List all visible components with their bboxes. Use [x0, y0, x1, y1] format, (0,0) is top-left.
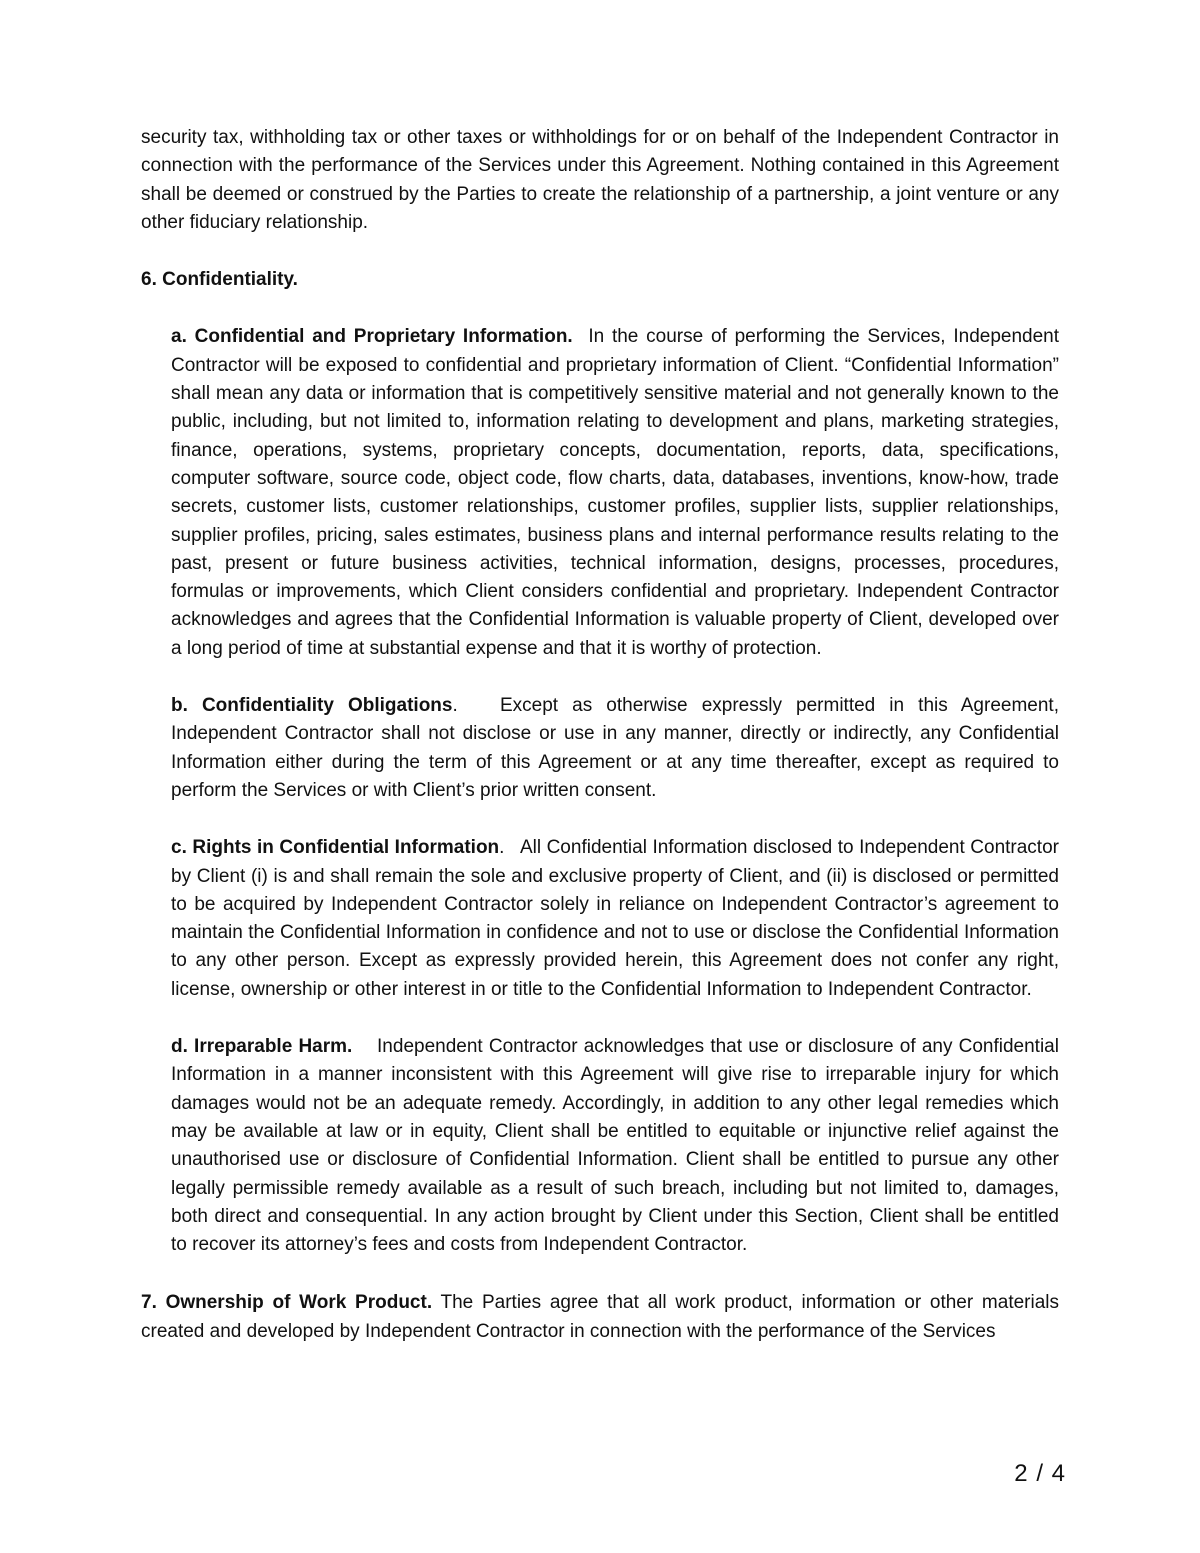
continuation-paragraph: security tax, withholding tax or other taxes or withholdings for or on behalf of the Independent Contractor in connection with the performance of the Services under this Agreement. Nothing contained in this Agreement shall be deemed or construed by the Parties to create the relationship of a partnership, a joint venture or any other fiduciary relationship. — [141, 127, 1059, 233]
page-number: 2 / 4 — [1014, 1460, 1066, 1487]
section-7-paragraph — [141, 1289, 1059, 1346]
clause-6d-title: d. Irreparable Harm. — [171, 1036, 353, 1058]
document-body — [141, 124, 1059, 1346]
section-7-title: 7. Ownership of Work Product. — [141, 1292, 433, 1314]
clause-6b-text: Except as otherwise expressly permitted in this Agreement, Independent Contractor shall not disclose or use in any manner, directly or indirectly, any Confidential Information either during the term of this Agreement or at any time thereafter, except as required to perform the Services or with Client’s prior written consent. — [171, 695, 1059, 801]
clause-6a-text: In the course of performing the Services, Independent Contractor will be exposed to confidential and proprietary information of Client. “Confidential Information” shall mean any data or information that is competitively sensitive material and not generally known to the public, including, but not limited to, information relating to development and plans, marketing strategies, finance, operations, systems, proprietary concepts, documentation, reports, data, specifications, computer software, source code, object code, flow charts, data, databases, inventions, know-how, trade secrets, customer lists, customer relationships, customer profiles, supplier lists, supplier relationships, supplier profiles, pricing, sales estimates, business plans and internal performance results relating to the past, present or future business activities, technical information, designs, processes, procedures, formulas or improvements, which Client considers confidential and proprietary. Independent Contractor acknowledges and agrees that the Confidential Information is valuable property of Client, developed over a long period of time at substantial expense and that it is worthy of protection. — [171, 326, 1060, 659]
section-6-heading-text: 6. Confidentiality. — [141, 269, 298, 291]
clause-6c-title: c. Rights in Confidential Information — [171, 837, 500, 859]
clause-6c-text: All Confidential Information disclosed to Independent Contractor by Client (i) is and shall remain the sole and exclusive property of Client, and (ii) is disclosed or permitted to be acquired by Independent Contractor solely in reliance on Independent Contractor’s agreement to maintain the Confidential Information in confidence and not to use or disclose the Confidential Information to any other person. Except as expressly provided herein, this Agreement does not confer any right, license, ownership or other interest in or title to the Confidential Information to Independent Contractor. — [171, 837, 1059, 1000]
clause-6a — [141, 323, 1059, 663]
section-7-text: The Parties agree that all work product, information or other materials created and developed by Independent Contractor in connection with the performance of the Services — [141, 1292, 1060, 1342]
clause-6d — [141, 1033, 1059, 1259]
clause-6d-text: Independent Contractor acknowledges that use or disclosure of any Confidential Information in a manner inconsistent with this Agreement will give rise to irreparable injury for which damages would not be an adequate remedy. Accordingly, in addition to any other legal remedies which may be available at law or in equity, Client shall be entitled to equitable or injunctive relief against the unauthorised use or disclosure of Confidential Information. Client shall be entitled to pursue any other legally permissible remedy available as a result of such breach, including but not limited to, damages, both direct and consequential. In any action brought by Client under this Section, Client shall be entitled to recover its attorney’s fees and costs from Independent Contractor. — [171, 1036, 1059, 1256]
clause-6b: b. Confidentiality Obligations. Except as otherwise expressly permitted in this Agreement, Independent Contractor shall not disclose or use in any manner, directly or indirectly, any Confidential Information either during the term of this Agreement or at any time thereafter, except as required to perform the Services or with Client’s prior written consent. — [171, 695, 1059, 801]
clause-6c: c. Rights in Confidential Information. All Confidential Information disclosed to Independent Contractor by Client (i) is and shall remain the sole and exclusive property of Client, and (ii) is disclosed or permitted to be acquired by Independent Contractor solely in reliance on Independent Contractor’s agreement to maintain the Confidential Information in confidence and not to use or disclose the Confidential Information to any other person. Except as expressly provided herein, this Agreement does not confer any right, license, ownership or other interest in or title to the Confidential Information to Independent Contractor. — [171, 837, 1059, 1000]
section-6-heading — [141, 266, 1059, 294]
clause-6b-title: b. Confidentiality Obligations — [171, 695, 453, 717]
clause-6a-title: a. Confidential and Proprietary Information. — [171, 326, 573, 348]
